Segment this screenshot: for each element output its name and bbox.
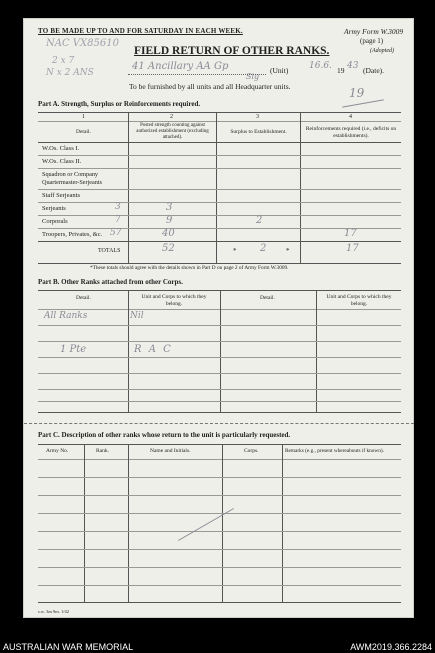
footer-catalogue-id: AWM2019.366.2284 (350, 642, 432, 652)
footer-institution: AUSTRALIAN WAR MEMORIAL (3, 642, 134, 652)
row-label-wo2: W.Os. Class II. (42, 158, 82, 165)
part-b-hw-row2-unit: R A C (134, 344, 173, 355)
totals-star-1: * (233, 247, 237, 255)
instruction-text: TO BE MADE UP TO AND FOR SATURDAY IN EACH WEEK. (38, 27, 243, 35)
row-label-staff-sjt: Staff Serjeants (42, 192, 80, 199)
handwritten-year: 43 (347, 61, 359, 71)
handwritten-side-2: N x 2 ANS (46, 68, 94, 78)
part-b-hw-row1-detail: All Ranks (44, 311, 88, 321)
part-c-header-name: Name and Initials. (150, 448, 191, 454)
part-b-header-unit-2: Unit and Corps to which they belong. (326, 294, 392, 307)
unit-label: (Unit) (270, 66, 289, 75)
row-label-cqms: Squadron or Company Quartermaster-Serjeants (42, 171, 103, 186)
part-a-col-num-1: 1 (82, 114, 85, 120)
hw-side-serjeants: 3 (115, 202, 121, 212)
row-label-corporals: Corporals (42, 218, 68, 225)
part-a-col-num-2: 2 (170, 114, 173, 120)
handwritten-unit: 41 Ancillary AA Gp (132, 61, 229, 72)
hw-side-corporals: 7 (115, 215, 121, 225)
part-a-col-num-3: 3 (256, 114, 259, 120)
adopted-label: (Adopted) (370, 48, 394, 54)
form-ref: Army Form W.3009 (344, 27, 404, 36)
form-paper (23, 18, 414, 618)
furnished-note: To be furnished by all units and all Headquarter units. (129, 82, 291, 91)
print-code: s.w. 3m 9m. 1/42 (38, 609, 69, 614)
totals-star-2: * (286, 247, 290, 255)
part-c-header-army-no: Army No. (46, 448, 69, 454)
part-a-header-surplus: Surplus to Establishment. (230, 129, 287, 135)
part-b-hw-row2-detail: 1 Pte (60, 344, 87, 355)
part-a-header-posted: Posted strength counting against authorized establishment (excluding attached). (136, 123, 209, 140)
totals-reinf: 17 (346, 243, 359, 254)
handwritten-side-1: 2 x 7 (52, 56, 75, 66)
page-title: FIELD RETURN OF OTHER RANKS. (134, 45, 330, 57)
part-a-header-reinf: Reinforcements required (i.e., deficits on establishments). (305, 126, 397, 139)
unit-underline (128, 74, 266, 75)
part-c-header-corps: Corps. (244, 448, 259, 454)
part-c-header-remarks: Remarks (e.g., present whereabouts if known). (285, 448, 384, 454)
posted-corporals: 9 (166, 215, 173, 226)
part-a-footnote: *These totals should agree with the details shown in Part D on page 2 of Army Form W.3009. (90, 265, 289, 271)
surplus-corporals: 2 (256, 215, 263, 226)
totals-label: TOTALS (98, 248, 121, 254)
archive-footer (0, 640, 435, 653)
part-c-header-rank: Rank. (96, 448, 109, 454)
hw-side-troopers: 57 (110, 228, 122, 238)
part-a-header-detail: Detail. (76, 129, 91, 135)
part-b-header-unit-1: Unit and Corps to which they belong. (141, 294, 207, 307)
part-b-header-detail-2: Detail. (260, 295, 275, 301)
reinf-troopers: 17 (344, 228, 357, 239)
row-label-troopers: Troopers, Privates, &c. (42, 231, 103, 238)
part-a-title: Part A. Strength, Surplus or Reinforcements required. (38, 100, 201, 108)
handwritten-page-num: 19 (349, 86, 365, 100)
totals-surplus: 2 (260, 243, 267, 254)
part-b-title: Part B. Other Ranks attached from other Corps. (38, 278, 183, 286)
handwritten-unit-sub: Sig (246, 72, 260, 81)
posted-serjeants: 3 (166, 202, 173, 213)
part-b-header-detail-1: Detail. (76, 295, 91, 301)
handwritten-top-left: NAC VX85610 (46, 38, 119, 49)
handwritten-underline (342, 99, 384, 107)
part-a-col-num-4: 4 (349, 114, 352, 120)
part-b-hw-row1-unit: Nil (130, 311, 144, 321)
form-page: (page 1) (360, 37, 384, 45)
part-c-title: Part C. Description of other ranks whose return to the unit is particularly requested. (38, 431, 291, 439)
year-prefix: 19 (337, 66, 345, 75)
totals-posted: 52 (162, 243, 175, 254)
row-label-serjeants: Serjeants (42, 205, 66, 212)
date-label: (Date). (363, 66, 385, 75)
row-label-wo1: W.Os. Class I. (42, 145, 80, 152)
handwritten-date: 16.6. (309, 61, 332, 71)
posted-troopers: 40 (162, 228, 175, 239)
tear-line (24, 423, 414, 424)
